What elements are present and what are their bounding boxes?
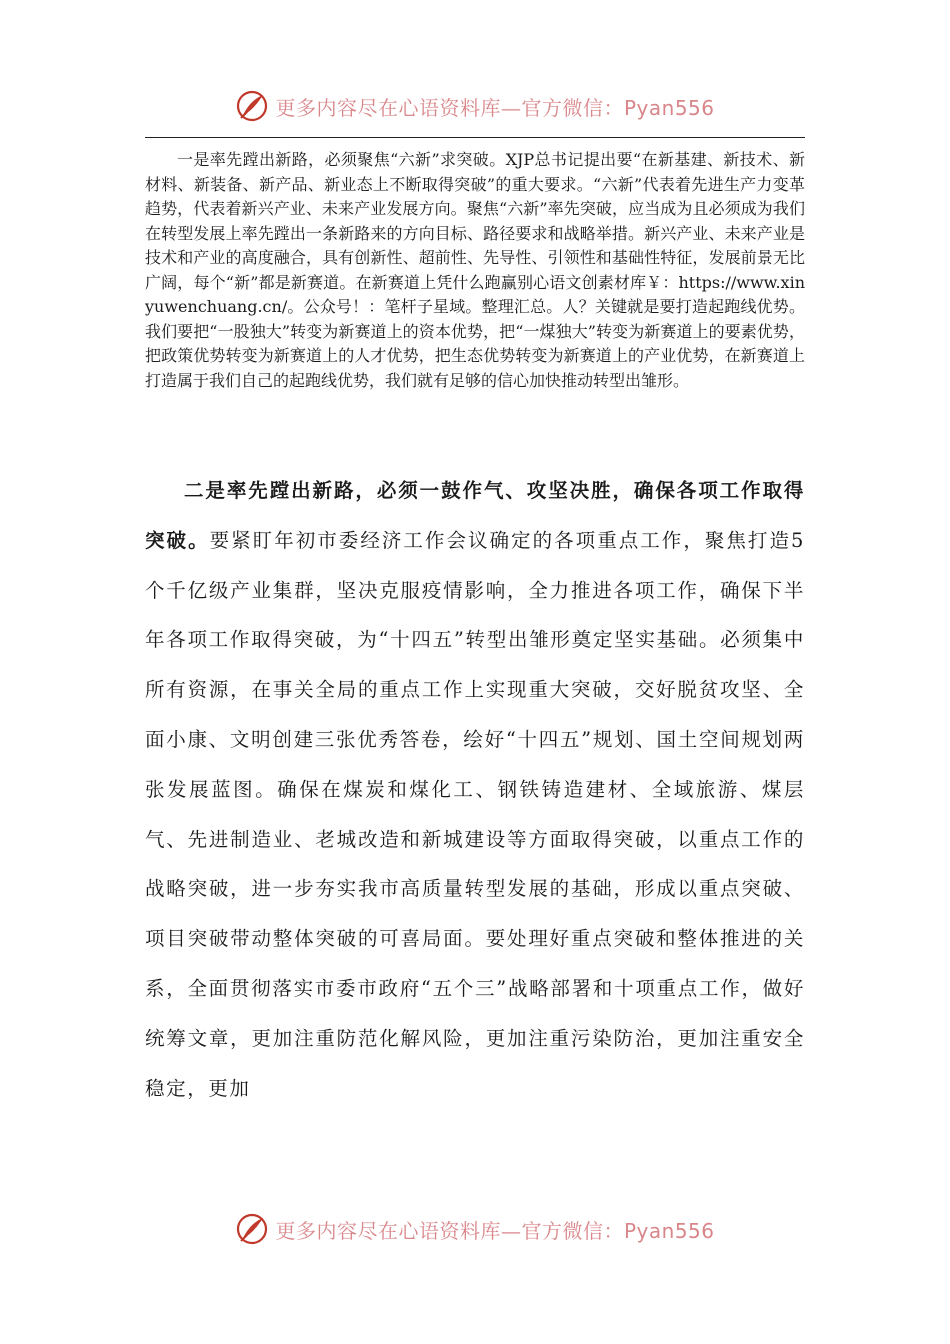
paragraph-2 xyxy=(145,466,805,1113)
quill-logo-icon xyxy=(235,89,269,123)
footer-banner xyxy=(0,1207,950,1251)
paragraph-1: 一是率先蹚出新路，必须聚焦“六新”求突破。XJP总书记提出要“在新基建、新技术、新材料、新装备、新产品、新业态上不断取得突破”的重大要求。“六新”代表着先进生产力变革趋势，代表着新兴产业、未来产业发展方向。聚焦“六新”率先突破，应当成为且必须成为我们在转型发展上率先蹚出一条新路来的方向目标、路径要求和战略举措。新兴产业、未来产业是技术和产业的高度融合，具有创新性、超前性、先导性、引领性和基础性特征，发展前景无比广阔，每个“新”都是新赛道。在新赛道上凭什么跑赢别心语文创素材库￥：https://www.xinyuwenchuang.cn/。公众号！：笔杆子星域。整理汇总。人？关键就是要打造起跑线优势。我们要把“一股独大”转变为新赛道上的资本优势，把“一煤独大”转变为新赛道上的要素优势，把政策优势转变为新赛道上的人才优势，把生态优势转变为新赛道上的产业优势，在新赛道上打造属于我们自己的起跑线优势，我们就有足够的信心加快推动转型出雏形。 xyxy=(145,150,805,390)
header-banner-text: 更多内容尽在心语资料库—官方微信：Pyan556 xyxy=(275,95,715,120)
quill-logo-icon xyxy=(235,1212,269,1246)
header-banner xyxy=(0,84,950,128)
header-wechat-id: Pyan556 xyxy=(623,95,715,120)
paragraph-2-body: 要紧盯年初市委经济工作会议确定的各项重点工作，聚焦打造5个千亿级产业集群，坚决克服疫情影响，全力推进各项工作，确保下半年各项工作取得突破，为“十四五”转型出雏形奠定坚实基础。必须集中所有资源，在事关全局的重点工作上实现重大突破，交好脱贫攻坚、全面小康、文明创建三张优秀答卷，绘好“十四五”规划、国土空间规划两张发展蓝图。确保在煤炭和煤化工、钢铁铸造建材、全域旅游、煤层气、先进制造业、老城改造和新城建设等方面取得突破，以重点工作的战略突破，进一步夯实我市高质量转型发展的基础，形成以重点突破、项目突破带动整体突破的可喜局面。要处理好重点突破和整体推进的关系，全面贯彻落实市委市政府“五个三”战略部署和十项重点工作，做好统筹文章，更加注重防范化解风险，更加注重污染防治，更加注重安全稳定，更加 xyxy=(145,528,805,1100)
footer-wechat-id: Pyan556 xyxy=(623,1218,715,1243)
paragraph-2-lead: 二是率先蹚出新路，必须一鼓作气、攻坚决胜，确保各项工作取得突破。 xyxy=(145,479,805,552)
header-divider xyxy=(145,137,805,138)
footer-banner-text: 更多内容尽在心语资料库—官方微信：Pyan556 xyxy=(275,1218,715,1243)
